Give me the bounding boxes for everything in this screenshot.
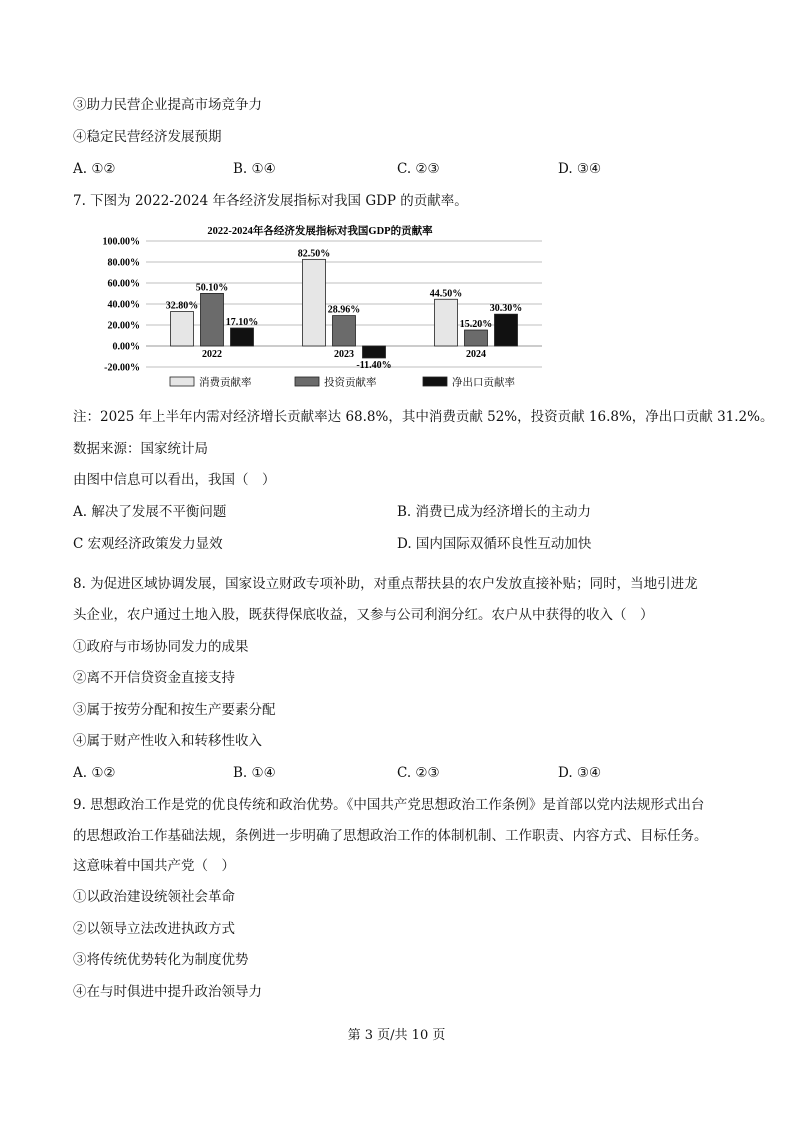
- q8-option-a: A. ①②: [73, 765, 116, 781]
- data-label: 32.80%: [165, 300, 199, 312]
- data-label: 50.10%: [195, 282, 229, 294]
- y-tick-label: 80.00%: [107, 257, 140, 269]
- data-label: 15.20%: [459, 319, 493, 331]
- q6-option-b: B. ①④: [233, 161, 276, 177]
- page-footer: 第 3 页/共 10 页: [347, 1028, 446, 1043]
- legend-label: 投资贡献率: [324, 377, 377, 389]
- q7-option-d: D. 国内国际双循环良性互动加快: [397, 536, 592, 552]
- q6-option-c: C. ②③: [397, 161, 440, 177]
- bar-2023-2: [363, 346, 386, 358]
- legend-label: 净出口贡献率: [452, 377, 515, 389]
- data-label: 30.30%: [489, 303, 523, 315]
- q8-item-2: ②离不开信贷资金直接支持: [73, 670, 235, 686]
- legend-swatch: [423, 377, 447, 386]
- bar-2022-2: [231, 328, 254, 346]
- chart-title: 2022-2024年各经济发展指标对我国GDP的贡献率: [207, 226, 433, 237]
- q6-item-4: ④稳定民营经济发展预期: [73, 129, 222, 145]
- q7-source: 数据来源：国家统计局: [73, 441, 208, 457]
- q8-option-c: C. ②③: [397, 765, 440, 781]
- y-tick-label: 60.00%: [107, 278, 140, 290]
- x-category-label: 2024: [466, 349, 486, 360]
- q8-item-1: ①政府与市场协同发力的成果: [73, 639, 249, 655]
- q7-option-a: A. 解决了发展不平衡问题: [73, 504, 227, 520]
- q7-option-c: C 宏观经济政策发力显效: [73, 536, 223, 552]
- q8-option-b: B. ①④: [233, 765, 276, 781]
- bar-2024-1: [465, 330, 488, 346]
- q8-stem-line-2: 头企业，农户通过土地入股，既获得保底收益，又参与公司利润分红。农户从中获得的收入（ ）: [73, 607, 654, 623]
- y-tick-label: 40.00%: [107, 299, 140, 311]
- q8-stem-line-1: 8. 为促进区域协调发展，国家设立财政专项补助，对重点帮扶县的农户发放直接补贴；同时，当地引进龙: [73, 576, 698, 592]
- legend-swatch: [170, 377, 194, 386]
- y-tick-label: 100.00%: [102, 236, 140, 248]
- q8-item-3: ③属于按劳分配和按生产要素分配: [73, 702, 276, 718]
- q9-stem-line-2: 的思想政治工作基础法规，条例进一步明确了思想政治工作的体制机制、工作职责、内容方式、目标任务。: [73, 828, 708, 844]
- x-category-label: 2023: [334, 349, 354, 360]
- data-label: 28.96%: [327, 304, 361, 316]
- q8-option-d: D. ③④: [558, 765, 602, 781]
- q9-item-2: ②以领导立法改进执政方式: [73, 921, 235, 937]
- chart-legend: [170, 376, 515, 389]
- bar-2022-1: [201, 293, 224, 346]
- bar-2022-0: [171, 312, 194, 346]
- data-label: 17.10%: [225, 317, 259, 329]
- q8-item-4: ④属于财产性收入和转移性收入: [73, 733, 262, 749]
- data-label: 82.50%: [297, 248, 331, 260]
- bar-2024-2: [495, 314, 518, 346]
- q9-item-4: ④在与时俱进中提升政治领导力: [73, 984, 262, 1000]
- q9-stem-line-1: 9. 思想政治工作是党的优良传统和政治优势。《中国共产党思想政治工作条例》是首部以党内法规形式出台: [73, 797, 705, 813]
- gdp-contribution-chart: [90, 220, 550, 395]
- data-label: 44.50%: [429, 288, 463, 300]
- q7-question: 由图中信息可以看出，我国（ ）: [73, 472, 276, 488]
- q7-stem: 7. 下图为 2022-2024 年各经济发展指标对我国 GDP 的贡献率。: [73, 193, 468, 209]
- q6-option-d: D. ③④: [558, 161, 602, 177]
- q9-item-3: ③将传统优势转化为制度优势: [73, 952, 249, 968]
- q9-item-1: ①以政治建设统领社会革命: [73, 889, 235, 905]
- q9-stem-line-3: 这意味着中国共产党（ ）: [73, 858, 235, 874]
- q7-note: 注：2025 年上半年内需对经济增长贡献率达 68.8%，其中消费贡献 52%，投资贡献 16.8%，净出口贡献 31.2%。: [73, 409, 774, 425]
- q7-option-b: B. 消费已成为经济增长的主动力: [397, 504, 592, 520]
- bar-2024-0: [435, 299, 458, 346]
- q6-option-a: A. ①②: [73, 161, 116, 177]
- data-label: -11.40%: [356, 359, 392, 371]
- y-tick-label: 20.00%: [107, 320, 140, 332]
- y-tick-label: 0.00%: [112, 341, 140, 353]
- bar-2023-0: [303, 259, 326, 346]
- legend-label: 消费贡献率: [199, 377, 252, 389]
- q6-item-3: ③助力民营企业提高市场竞争力: [73, 97, 262, 113]
- legend-swatch: [295, 377, 319, 386]
- y-tick-label: -20.00%: [104, 362, 140, 374]
- bar-2023-1: [333, 316, 356, 346]
- x-category-label: 2022: [202, 349, 222, 360]
